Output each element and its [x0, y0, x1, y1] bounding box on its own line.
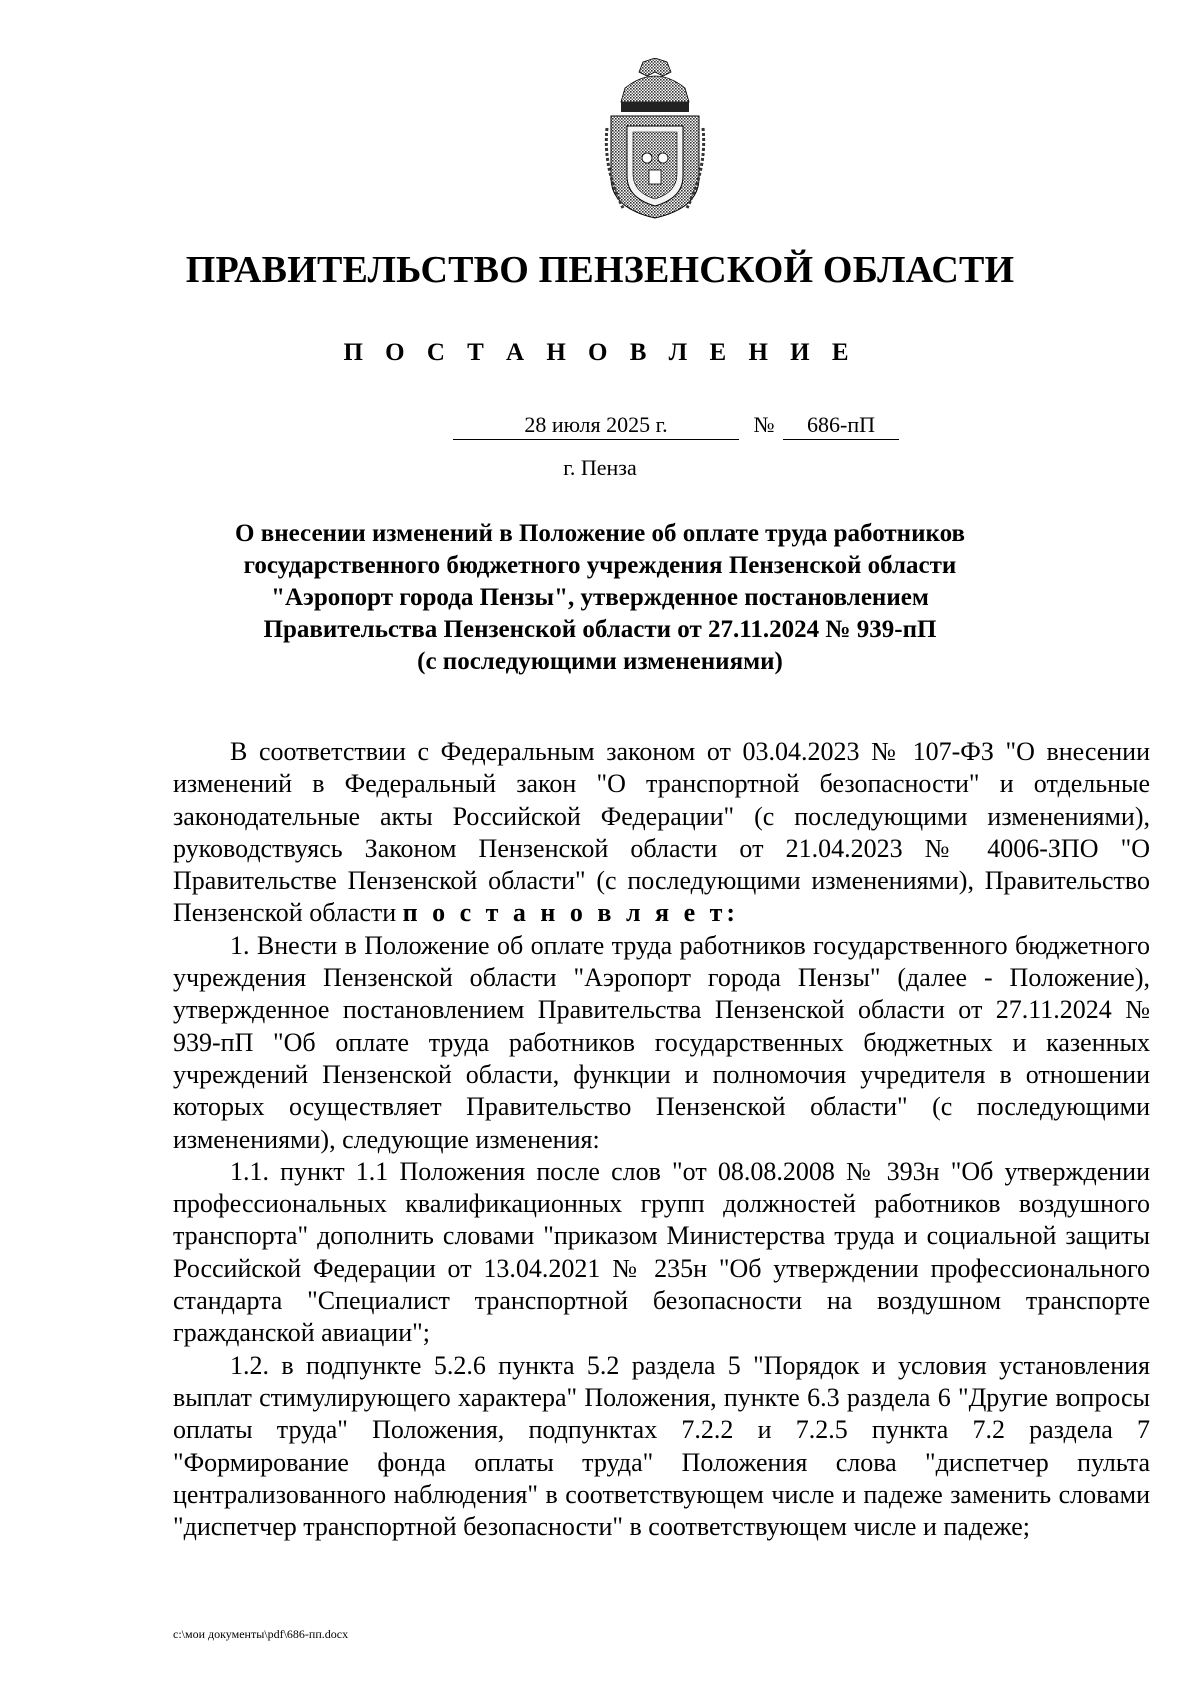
item-1-paragraph: 1. Внести в Положение об оплате труда работников государственного бюджетного учреждения Пензенской области "Аэропорт города Пензы" (далее - Положение), утвержденное постановлением Правительства Пензенской области от 27.11.2024 № 939-пП "Об оплате труда работников государственных бюджетных и казенных учреждений Пензенской области, функции и полномочия учредителя в отношении которых осуществляет Правительство Пензенской области" (с последующими изменениями), следующие изменения: [173, 930, 1150, 1154]
item-1-2-paragraph: 1.2. в подпункте 5.2.6 пункта 5.2 раздела 5 "Порядок и условия установления выплат стимулирующего характера" Положения, пункте 6.3 раздела 6 "Другие вопросы оплаты труда" Положения, подпунктах 7.2.2 и 7.2.5 пункта 7.2 раздела 7 "Формирование фонда оплаты труда" Положения слова "диспетчер пульта централизованного наблюдения" в соответствующем числе и падеже заменить словами "диспетчер транспортной безопасности" в соответствующем числе и падеже; [173, 1350, 1150, 1542]
subject-line: "Аэропорт города Пензы", утвержденное постановлением [271, 584, 929, 611]
subject-line: (с последующими изменениями) [417, 648, 783, 675]
resolves-word: п о с т а н о в л я е т: [402, 898, 740, 928]
subject-line: Правительства Пензенской области от 27.11.2024 № 939-пП [263, 616, 937, 643]
footer-file-path: c:\мои документы\pdf\686-пп.docx [173, 1627, 349, 1641]
coat-of-arms-icon [603, 58, 707, 220]
city: г. Пенза [563, 455, 637, 480]
document-date: 28 июля 2025 г. [453, 411, 739, 440]
subject-line: государственного бюджетного учреждения Пензенской области [243, 552, 957, 579]
preamble-paragraph [173, 736, 1150, 930]
document-number: 686-пП [783, 411, 899, 440]
preamble-text: В соответствии с Федеральным законом от 03.04.2023 № 107-ФЗ "О внесении изменений в Федеральный закон "О транспортной безопасности" и отдельные законодательные акты Российской Федерации" (с последующими изменениями), руководствуясь Законом Пензенской области от 21.04.2023 № 4006-ЗПО "О Правительстве Пензенской области" (с последующими изменениями), Правительство Пензенской области [173, 737, 1150, 928]
subject-line: О внесении изменений в Положение об оплате труда работников [235, 520, 965, 547]
document-subject [200, 518, 1000, 678]
organization-title: ПРАВИТЕЛЬСТВО ПЕНЗЕНСКОЙ ОБЛАСТИ [185, 249, 1015, 291]
item-1-1-paragraph: 1.1. пункт 1.1 Положения после слов "от 08.08.2008 № 393н "Об утверждении профессиональных квалификационных групп должностей работников воздушного транспорта" дополнить словами "приказом Министерства труда и социальной защиты Российской Федерации от 13.04.2021 № 235н "Об утверждении профессионального стандарта "Специалист транспортной безопасности на воздушном транспорте гражданской авиации"; [173, 1156, 1150, 1348]
document-type: П О С Т А Н О В Л Е Н И Е [343, 339, 857, 366]
document-body [173, 736, 1150, 1543]
number-sign: № [753, 412, 775, 437]
